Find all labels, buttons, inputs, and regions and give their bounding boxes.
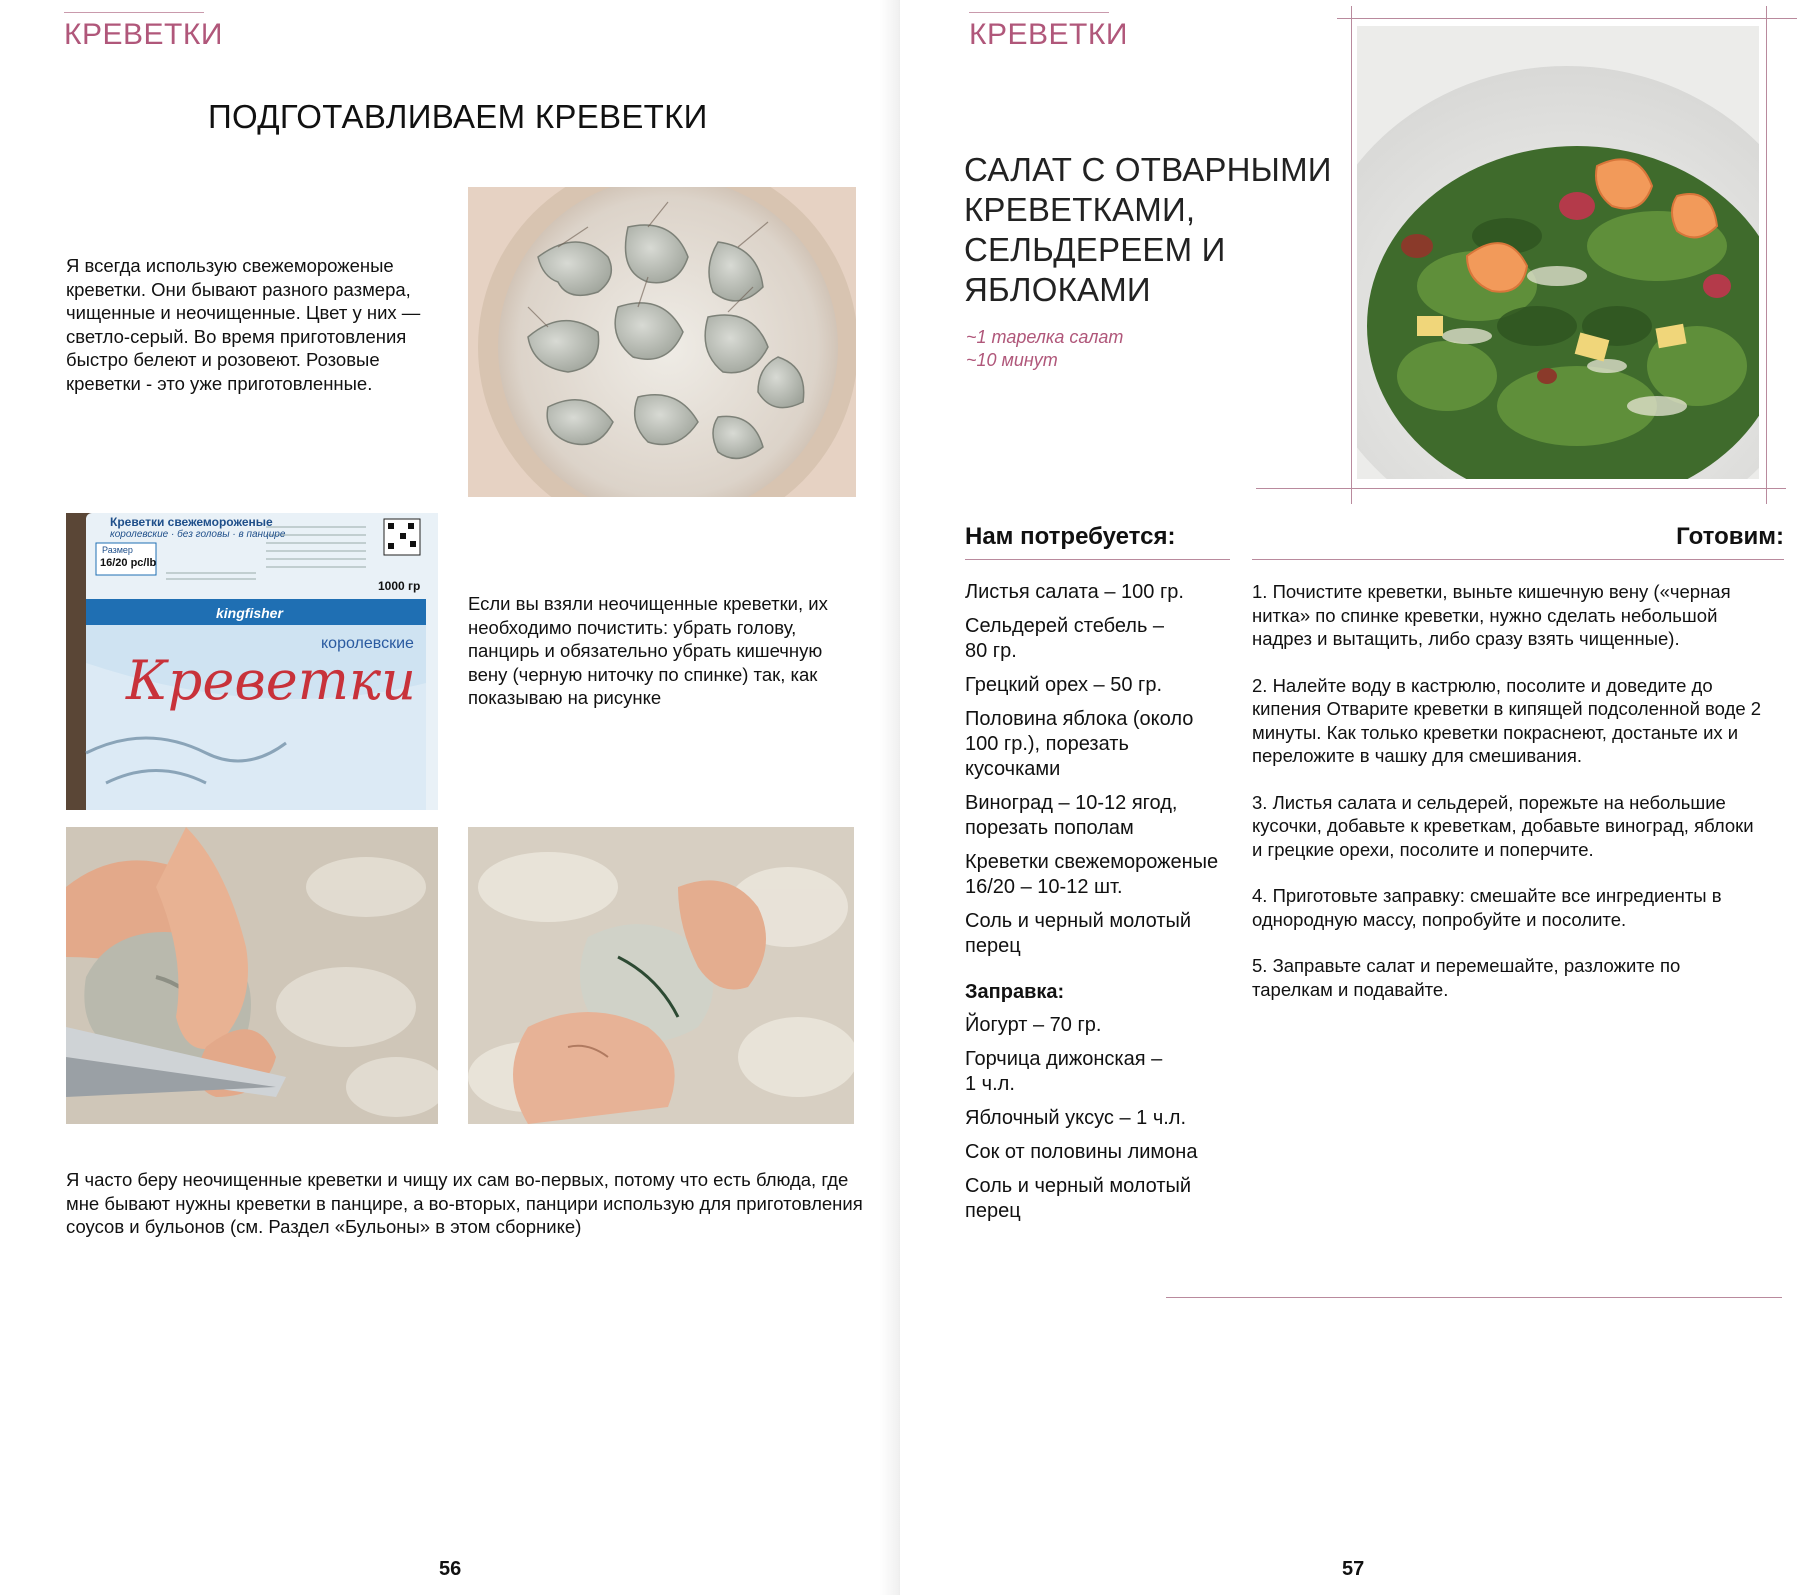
step-item: 4. Приготовьте заправку: смешайте все ингредиенты в однородную массу, попробуйте и посолите.: [1252, 885, 1722, 930]
right-page: [900, 0, 1800, 1595]
dressing-item: Йогурт – 70 гр.: [965, 1014, 1102, 1036]
step-item: 1. Почистите креветки, выньте кишечную вену («черная нитка» по спинке креветки, нужно сделать небольшой надрез и вытащить, либо сразу взять чищенные).: [1252, 581, 1731, 649]
ingredients-list: [965, 580, 1235, 1233]
ingredient-item: Половина яблока (около 100 гр.), порезать кусочками: [965, 708, 1194, 780]
package-weight: 1000 гр: [378, 579, 421, 593]
ingredient-item: Креветки свежемороженые 16/20 – 10-12 шт.: [965, 851, 1219, 898]
cutting-shrimp-photo: [66, 827, 438, 1124]
page-number-left: 56: [439, 1558, 462, 1580]
steps-rule: [1252, 559, 1784, 560]
package-big-label: Креветки: [126, 649, 416, 712]
servings: ~1 тарелка салат: [966, 327, 1124, 347]
package-line1: Креветки свежемороженые: [110, 515, 273, 529]
ingredients-heading: Нам потребуется:: [965, 523, 1176, 550]
ingredient-item: Листья салата – 100 гр.: [965, 581, 1184, 603]
frame-line-bottom: [1256, 488, 1786, 489]
steps-heading: Готовим:: [1676, 523, 1784, 550]
outro-paragraph: Я часто беру неочищенные креветки и чищу их сам во-первых, потому что есть блюда, где мне бывают нужны креветки в панцире, а во-вторых, панцири использую для приготовления соусов и бульонов (см. Раздел «Бульоны» в этом сборнике): [66, 1169, 863, 1237]
package-size-value: 16/20 pc/lb: [100, 557, 157, 569]
cook-time: ~10 минут: [966, 350, 1058, 370]
step-item: 3. Листья салата и сельдерей, порежьте на небольшие кусочки, добавьте к креветкам, добавьте виноград, яблоки и грецкие орехи, посолите и поперчите.: [1252, 791, 1754, 860]
dressing-item: Сок от половины лимона: [965, 1141, 1198, 1163]
package-brand: kingfisher: [216, 605, 283, 621]
recipe-title: САЛАТ С ОТВАРНЫМИ КРЕВЕТКАМИ, СЕЛЬДЕРЕЕМ И ЯБЛОКАМИ: [964, 151, 1332, 308]
package-size-label: Размер: [102, 545, 133, 555]
section-heading: КРЕВЕТКИ: [64, 18, 223, 51]
dressing-heading: Заправка:: [965, 981, 1065, 1003]
frame-line-right: [1766, 6, 1767, 504]
shrimp-package-photo: [66, 513, 438, 810]
section-heading: КРЕВЕТКИ: [969, 18, 1128, 51]
ingredient-item: Грецкий орех – 50 гр.: [965, 674, 1163, 696]
ingredient-item: Соль и черный молотый перец: [965, 910, 1192, 957]
page-title: ПОДГОТАВЛИВАЕМ КРЕВЕТКИ: [208, 98, 708, 135]
dressing-item: Яблочный уксус – 1 ч.л.: [965, 1107, 1187, 1129]
recipe-meta: [966, 326, 1123, 372]
package-small-label: королевские: [321, 635, 414, 652]
shrimp-salad-photo: [1357, 26, 1759, 479]
intro-paragraph: Я всегда использую свежемороженые креветки. Они бывают разного размера, чищенные и неочищенные. Цвет у них — светло-серый. Во время приготовления быстро белеют и розовеют. Розовые креветки - это уже приготовленные.: [66, 255, 421, 394]
frame-line-top: [1337, 18, 1797, 19]
frame-line-left: [1351, 6, 1352, 504]
removing-vein-photo: [468, 827, 854, 1124]
footer-rule: [1166, 1297, 1782, 1298]
step-item: 5. Заправьте салат и перемешайте, разложите по тарелкам и подавайте.: [1252, 955, 1681, 1000]
dressing-item: Горчица дижонская – 1 ч.л.: [965, 1048, 1163, 1095]
raw-shrimp-bowl-photo: [468, 187, 856, 497]
cleaning-paragraph: Если вы взяли неочищенные креветки, их необходимо почистить: убрать голову, панцирь и обязательно убрать кишечную вену (черную ниточку по спинке) так, как показываю на рисунке: [468, 593, 828, 708]
ingredient-item: Виноград – 10-12 ягод, порезать пополам: [965, 792, 1178, 839]
package-line2: королевские · без головы · в панцире: [110, 529, 286, 540]
page-number-right: 57: [1342, 1558, 1365, 1580]
ingredients-rule: [965, 559, 1230, 560]
step-item: 2. Налейте воду в кастрюлю, посолите и доведите до кипения Отварите креветки в кипящей подсоленной воде 2 минуты. Как только креветки покраснеют, достаньте их и переложите в чашку для смешивания.: [1252, 674, 1762, 766]
dressing-item: Соль и черный молотый перец: [965, 1175, 1192, 1222]
ingredient-item: Сельдерей стебель – 80 гр.: [965, 615, 1165, 662]
steps-list: [1252, 580, 1762, 1024]
